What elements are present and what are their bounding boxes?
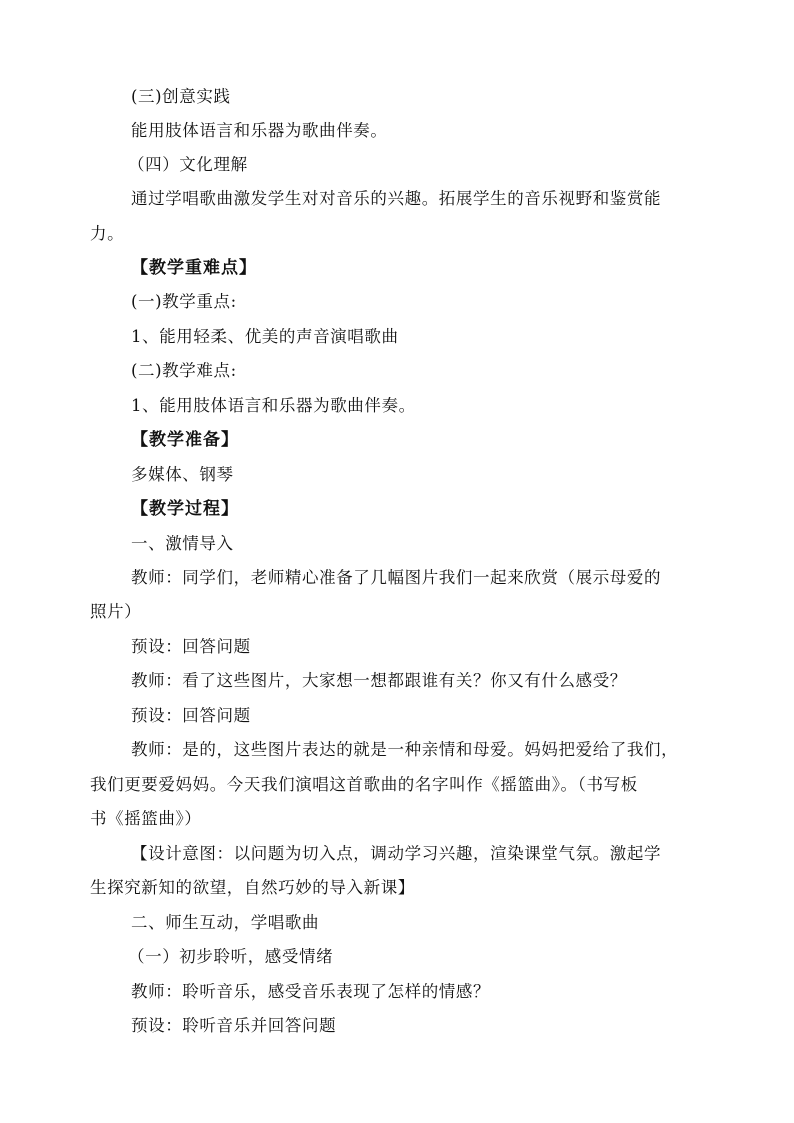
paragraph-text: 预设：聆听音乐并回答问题 bbox=[131, 1016, 337, 1035]
paragraph-text-continued: 力。 bbox=[90, 224, 125, 243]
subsection-heading-introduction: 一、激情导入 bbox=[131, 534, 234, 553]
paragraph-text: 教师：看了这些图片，大家想一想都跟谁有关？你又有什么感受？ bbox=[131, 671, 627, 690]
subsection-heading-creative-practice: (三)创意实践 bbox=[131, 87, 231, 106]
subsection-heading-teaching-focus: (一)教学重点: bbox=[131, 292, 237, 311]
paragraph-text-continued: 我们更要爱妈妈。今天我们演唱这首歌曲的名字叫作《摇篮曲》。（书写板 bbox=[90, 775, 638, 794]
paragraph-text: 多媒体、钢琴 bbox=[131, 465, 234, 484]
subsection-heading-interaction: 二、师生互动，学唱歌曲 bbox=[131, 913, 320, 932]
paragraph-text-continued: 照片） bbox=[90, 602, 142, 621]
paragraph-text: 教师：聆听音乐，感受音乐表现了怎样的情感？ bbox=[131, 982, 491, 1001]
paragraph-text: 预设：回答问题 bbox=[131, 637, 251, 656]
design-intent-note: 【设计意图：以问题为切入点，调动学习兴趣，渲染课堂气氛。激起学 bbox=[131, 844, 662, 863]
section-heading-key-points: 【教学重难点】 bbox=[131, 258, 257, 278]
list-item: 1、能用轻柔、优美的声音演唱歌曲 bbox=[131, 327, 399, 346]
subsection-heading-cultural-understanding: （四）文化理解 bbox=[128, 155, 248, 174]
paragraph-text: 教师：同学们，老师精心准备了几幅图片我们一起来欣赏（展示母爱的 bbox=[131, 568, 662, 587]
subsection-heading-teaching-difficulty: (二)教学难点: bbox=[131, 361, 237, 380]
section-heading-process: 【教学过程】 bbox=[131, 499, 239, 519]
design-intent-note-continued: 生探究新知的欲望，自然巧妙的导入新课】 bbox=[90, 878, 415, 897]
paragraph-text: 教师：是的，这些图片表达的就是一种亲情和母爱。妈妈把爱给了我们， bbox=[131, 740, 679, 759]
paragraph-text: 预设：回答问题 bbox=[131, 706, 251, 725]
paragraph-text-continued: 书《摇篮曲》） bbox=[90, 809, 202, 828]
paragraph-text: 能用肢体语言和乐器为歌曲伴奏。 bbox=[131, 121, 388, 140]
section-heading-preparation: 【教学准备】 bbox=[131, 430, 239, 450]
paragraph-text: 通过学唱歌曲激发学生对对音乐的兴趣。拓展学生的音乐视野和鉴赏能 bbox=[131, 189, 662, 208]
subsection-heading-first-listening: （一）初步聆听，感受情绪 bbox=[128, 947, 334, 966]
list-item: 1、能用肢体语言和乐器为歌曲伴奏。 bbox=[131, 396, 416, 415]
